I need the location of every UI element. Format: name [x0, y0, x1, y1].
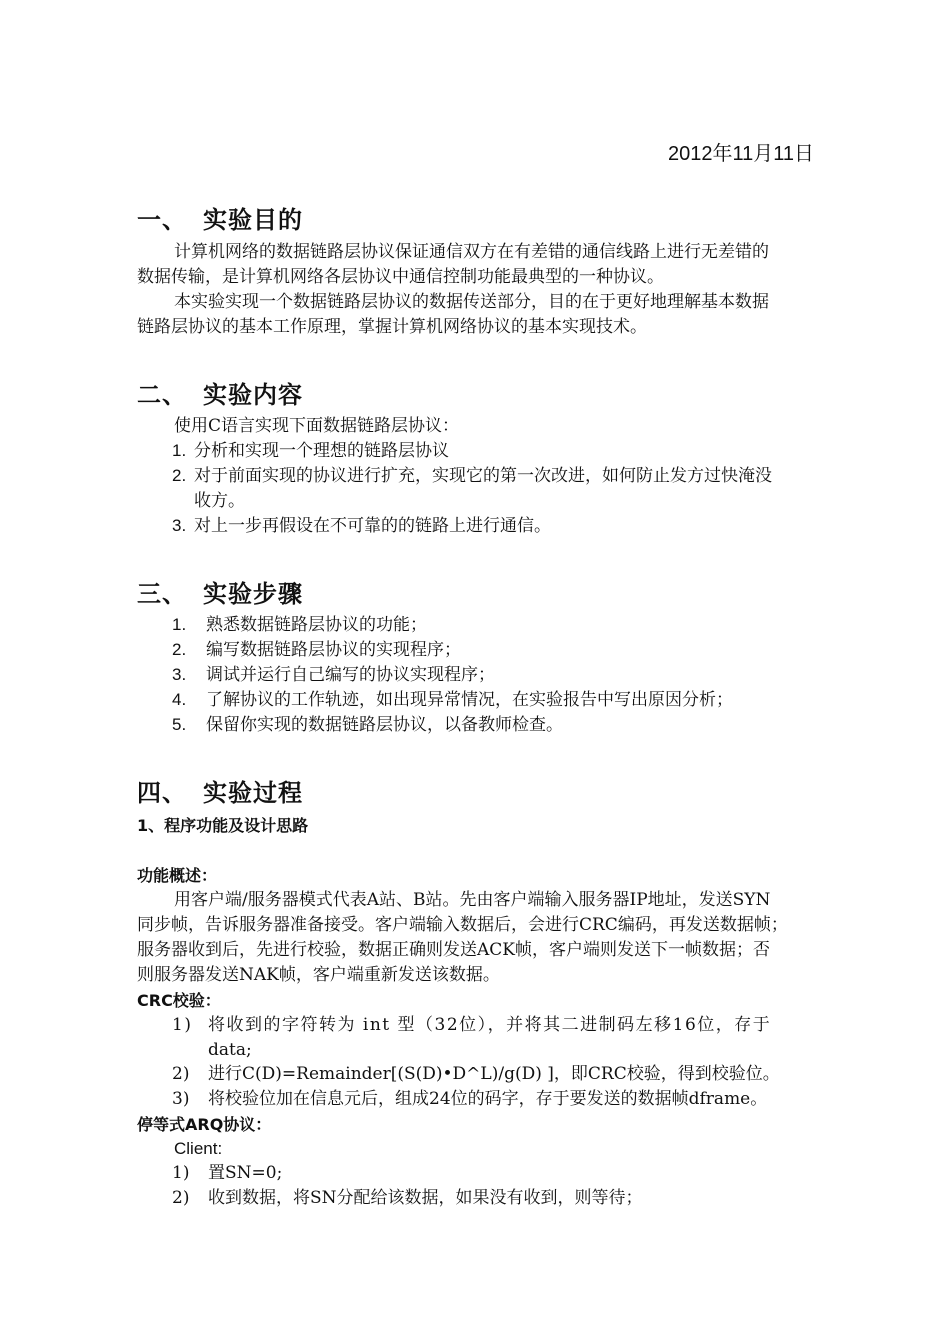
section-title: 实验过程 — [203, 779, 303, 807]
purpose-paragraph-2-line-1: 本实验实现一个数据链路层协议的数据传送部分，目的在于更好地理解基本数据 — [174, 292, 769, 312]
content-intro: 使用C语言实现下面数据链路层协议： — [174, 416, 460, 436]
client-item: 1) 置SN=0; — [172, 1163, 283, 1183]
overview-line-2: 同步帧，告诉服务器准备接受。客户端输入数据后，会进行CRC编码，再发送数据帧； — [137, 915, 788, 935]
overview-line-1: 用客户端/服务器模式代表A站、B站。先由客户端输入服务器IP地址，发送SYN — [174, 890, 771, 910]
purpose-paragraph-2-line-2: 链路层协议的基本工作原理，掌握计算机网络协议的基本实现技术。 — [137, 317, 647, 337]
report-date: 2012年11月11日 — [668, 143, 815, 165]
section-heading-process — [137, 773, 303, 808]
crc-item-continuation: data; — [208, 1040, 252, 1060]
content-item: 3. 对上一步再假设在不可靠的的链路上进行通信。 — [172, 516, 551, 536]
subsection-title: 1、程序功能及设计思路 — [137, 816, 309, 835]
step-item: 4. 了解协议的工作轨迹，如出现异常情况，在实验报告中写出原因分析； — [172, 690, 733, 710]
client-item: 2) 收到数据，将SN分配给该数据，如果没有收到，则等待； — [172, 1188, 643, 1208]
section-heading-steps — [137, 574, 303, 609]
arq-label: 停等式ARQ协议： — [137, 1115, 272, 1134]
purpose-paragraph-1-line-1: 计算机网络的数据链路层协议保证通信双方在有差错的通信线路上进行无差错的 — [174, 242, 769, 262]
section-heading-purpose — [137, 200, 303, 235]
step-item: 2. 编写数据链路层协议的实现程序； — [172, 640, 461, 660]
content-item: 1. 分析和实现一个理想的链路层协议 — [172, 441, 449, 461]
section-number: 三、 — [137, 580, 187, 608]
step-item: 5. 保留你实现的数据链路层协议，以备教师检查。 — [172, 715, 563, 735]
section-heading-content — [137, 375, 303, 410]
overview-line-3: 服务器收到后，先进行校验，数据正确则发送ACK帧，客户端则发送下一帧数据；否 — [137, 940, 770, 960]
step-item: 1. 熟悉数据链路层协议的功能； — [172, 615, 427, 635]
step-item: 3. 调试并运行自己编写的协议实现程序； — [172, 665, 495, 685]
section-number: 一、 — [137, 206, 187, 234]
crc-item: 3) 将校验位加在信息元后，组成24位的码字，存于要发送的数据帧dframe。 — [172, 1089, 768, 1109]
content-item: 2. 对于前面实现的协议进行扩充，实现它的第一次改进，如何防止发方过快淹没 — [172, 466, 772, 486]
section-number: 四、 — [137, 779, 187, 807]
section-title: 实验步骤 — [203, 580, 303, 608]
content-item-continuation: 收方。 — [194, 491, 245, 511]
section-title: 实验内容 — [203, 381, 303, 409]
client-label: Client: — [174, 1139, 223, 1158]
crc-label: CRC校验： — [137, 991, 221, 1010]
section-title: 实验目的 — [203, 206, 303, 234]
overview-label: 功能概述： — [137, 866, 218, 885]
section-number: 二、 — [137, 381, 187, 409]
overview-line-4: 则服务器发送NAK帧，客户端重新发送该数据。 — [137, 965, 500, 985]
purpose-paragraph-1-line-2: 数据传输，是计算机网络各层协议中通信控制功能最典型的一种协议。 — [137, 267, 664, 287]
crc-item: 1) 将收到的字符转为 int 型（32位），并将其二进制码左移16位，存于 — [172, 1015, 772, 1035]
crc-item: 2) 进行C(D)=Remainder[(S(D)•D^L)/g(D) ]，即CRC校验，得到校验位。 — [172, 1064, 780, 1084]
